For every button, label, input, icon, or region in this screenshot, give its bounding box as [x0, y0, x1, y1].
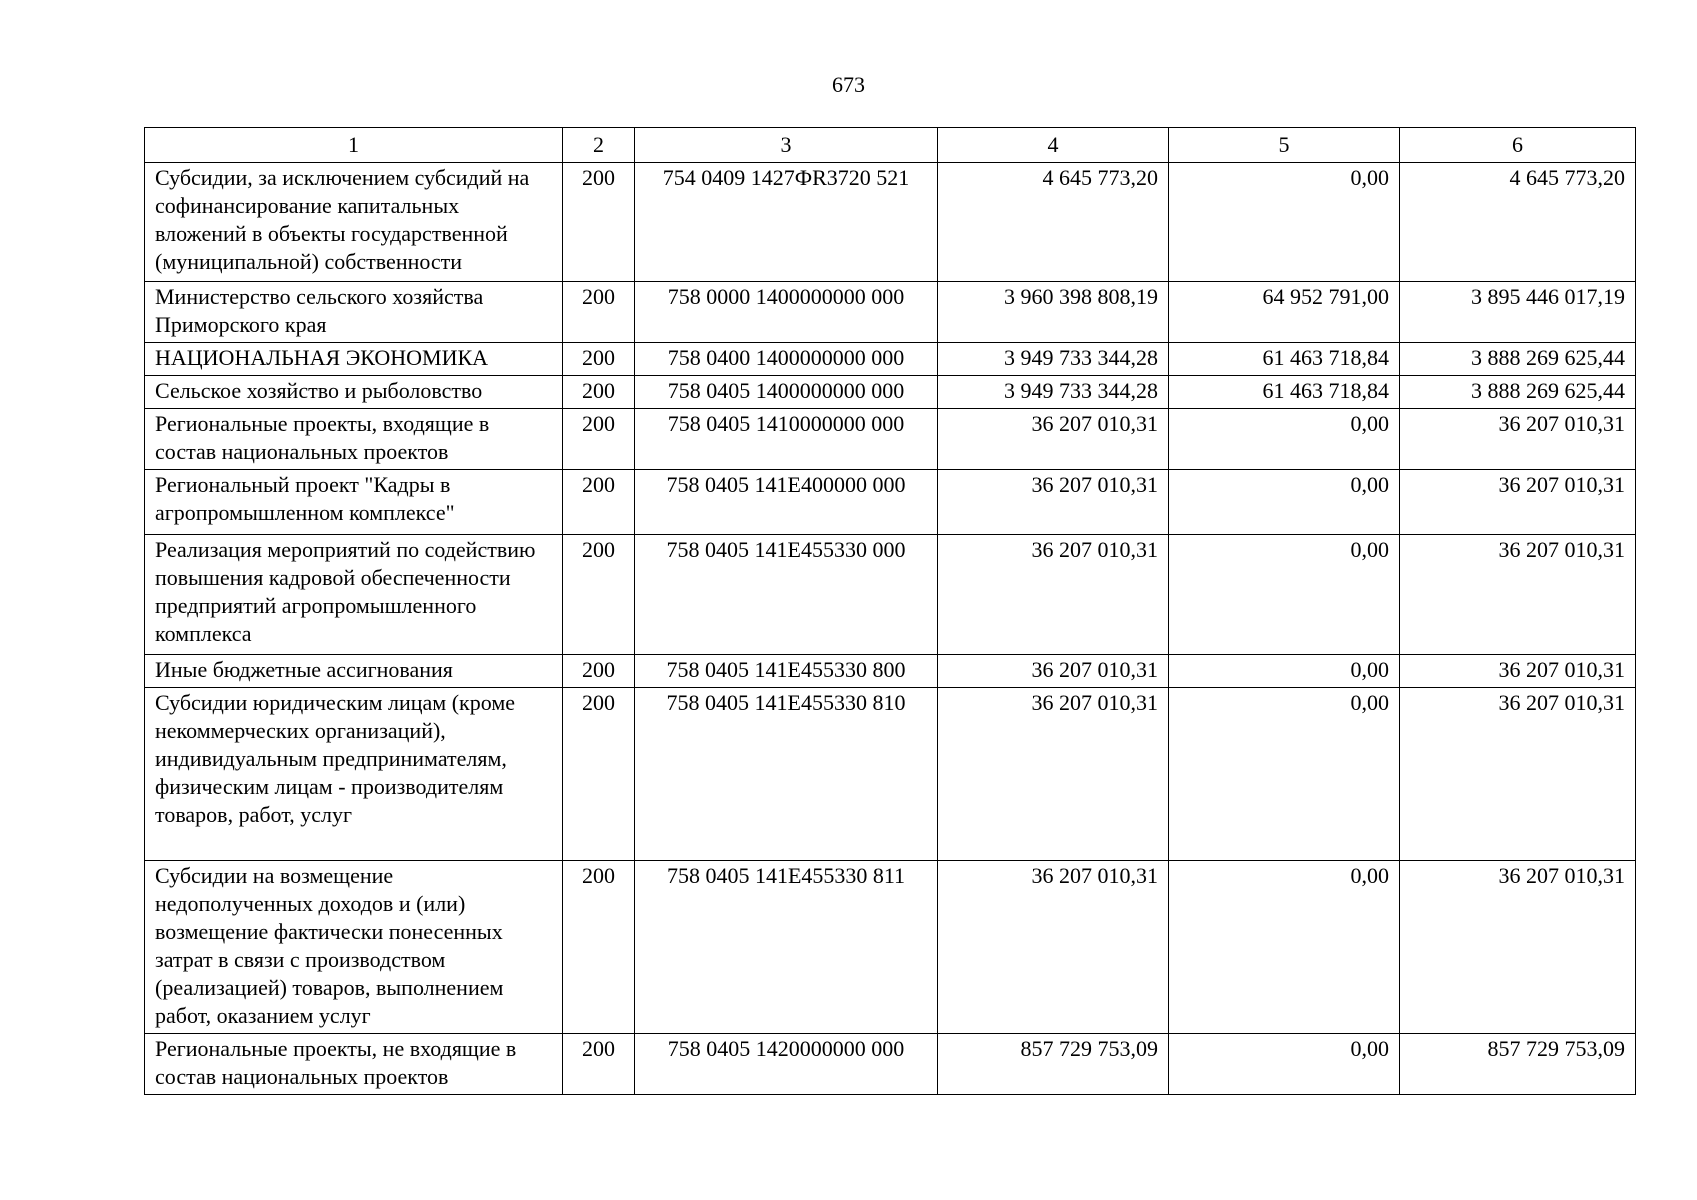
header-row [145, 128, 1636, 163]
row-col4-value: 36 207 010,31 [938, 655, 1169, 688]
row-col6-value: 36 207 010,31 [1400, 409, 1636, 470]
row-name: Субсидии юридическим лицам (кроме некоммерческих организаций), индивидуальным предпринимателям, физическим лицам - производителям товаров, работ, услуг [145, 688, 563, 861]
row-code: 200 [563, 535, 635, 655]
table-row [145, 688, 1636, 861]
table-row [145, 409, 1636, 470]
row-col4-value: 36 207 010,31 [938, 861, 1169, 1034]
row-col6-value: 36 207 010,31 [1400, 861, 1636, 1034]
row-col6-value: 3 895 446 017,19 [1400, 282, 1636, 343]
row-name: Субсидии на возмещение недополученных доходов и (или) возмещение фактически понесенных затрат в связи с производством (реализацией) товаров, выполнением работ, оказанием услуг [145, 861, 563, 1034]
row-code: 200 [563, 470, 635, 535]
row-name: Региональный проект "Кадры в агропромышленном комплексе" [145, 470, 563, 535]
row-col4-value: 857 729 753,09 [938, 1034, 1169, 1095]
row-col5-value: 0,00 [1169, 535, 1400, 655]
row-name: Иные бюджетные ассигнования [145, 655, 563, 688]
row-col5-value: 0,00 [1169, 409, 1400, 470]
row-col5-value: 64 952 791,00 [1169, 282, 1400, 343]
row-classification: 758 0000 1400000000 000 [635, 282, 938, 343]
row-name: Региональные проекты, не входящие в состав национальных проектов [145, 1034, 563, 1095]
row-col6-value: 36 207 010,31 [1400, 655, 1636, 688]
row-code: 200 [563, 163, 635, 282]
row-code: 200 [563, 1034, 635, 1095]
table-row [145, 376, 1636, 409]
column-header-2: 2 [563, 128, 635, 163]
row-classification: 758 0405 141Е455330 811 [635, 861, 938, 1034]
row-code: 200 [563, 409, 635, 470]
row-code: 200 [563, 376, 635, 409]
row-col5-value: 0,00 [1169, 163, 1400, 282]
column-header-1: 1 [145, 128, 563, 163]
table-row [145, 282, 1636, 343]
row-col4-value: 3 949 733 344,28 [938, 376, 1169, 409]
row-col5-value: 0,00 [1169, 470, 1400, 535]
row-col5-value: 0,00 [1169, 688, 1400, 861]
row-col4-value: 4 645 773,20 [938, 163, 1169, 282]
row-name: Региональные проекты, входящие в состав национальных проектов [145, 409, 563, 470]
table-row [145, 1034, 1636, 1095]
row-code: 200 [563, 688, 635, 861]
table-row [145, 535, 1636, 655]
row-col5-value: 0,00 [1169, 1034, 1400, 1095]
row-classification: 758 0405 1420000000 000 [635, 1034, 938, 1095]
table-row [145, 343, 1636, 376]
row-classification: 758 0405 141Е400000 000 [635, 470, 938, 535]
row-col6-value: 3 888 269 625,44 [1400, 343, 1636, 376]
row-col6-value: 36 207 010,31 [1400, 535, 1636, 655]
row-col6-value: 4 645 773,20 [1400, 163, 1636, 282]
row-col5-value: 61 463 718,84 [1169, 343, 1400, 376]
row-code: 200 [563, 655, 635, 688]
row-col6-value: 3 888 269 625,44 [1400, 376, 1636, 409]
row-col4-value: 3 949 733 344,28 [938, 343, 1169, 376]
row-name: Министерство сельского хозяйства Приморского края [145, 282, 563, 343]
row-col4-value: 36 207 010,31 [938, 688, 1169, 861]
row-classification: 758 0405 1410000000 000 [635, 409, 938, 470]
column-header-3: 3 [635, 128, 938, 163]
row-name: НАЦИОНАЛЬНАЯ ЭКОНОМИКА [145, 343, 563, 376]
column-header-4: 4 [938, 128, 1169, 163]
row-col4-value: 36 207 010,31 [938, 470, 1169, 535]
row-code: 200 [563, 343, 635, 376]
table-row [145, 655, 1636, 688]
row-col4-value: 36 207 010,31 [938, 409, 1169, 470]
row-name: Субсидии, за исключением субсидий на софинансирование капитальных вложений в объекты государственной (муниципальной) собственности [145, 163, 563, 282]
row-classification: 758 0405 1400000000 000 [635, 376, 938, 409]
column-header-6: 6 [1400, 128, 1636, 163]
table-row [145, 470, 1636, 535]
row-col6-value: 36 207 010,31 [1400, 688, 1636, 861]
page-number: 673 [832, 72, 865, 97]
row-code: 200 [563, 282, 635, 343]
row-col5-value: 0,00 [1169, 861, 1400, 1034]
row-col4-value: 36 207 010,31 [938, 535, 1169, 655]
row-col5-value: 61 463 718,84 [1169, 376, 1400, 409]
table-row [145, 163, 1636, 282]
row-col5-value: 0,00 [1169, 655, 1400, 688]
row-col6-value: 857 729 753,09 [1400, 1034, 1636, 1095]
column-header-5: 5 [1169, 128, 1400, 163]
row-classification: 758 0405 141Е455330 800 [635, 655, 938, 688]
budget-table [144, 127, 1636, 1095]
table-row [145, 861, 1636, 1034]
row-classification: 758 0405 141Е455330 000 [635, 535, 938, 655]
row-col4-value: 3 960 398 808,19 [938, 282, 1169, 343]
row-classification: 758 0400 1400000000 000 [635, 343, 938, 376]
row-name: Реализация мероприятий по содействию повышения кадровой обеспеченности предприятий агропромышленного комплекса [145, 535, 563, 655]
row-name: Сельское хозяйство и рыболовство [145, 376, 563, 409]
row-code: 200 [563, 861, 635, 1034]
row-col6-value: 36 207 010,31 [1400, 470, 1636, 535]
row-classification: 758 0405 141Е455330 810 [635, 688, 938, 861]
row-classification: 754 0409 1427ФR3720 521 [635, 163, 938, 282]
